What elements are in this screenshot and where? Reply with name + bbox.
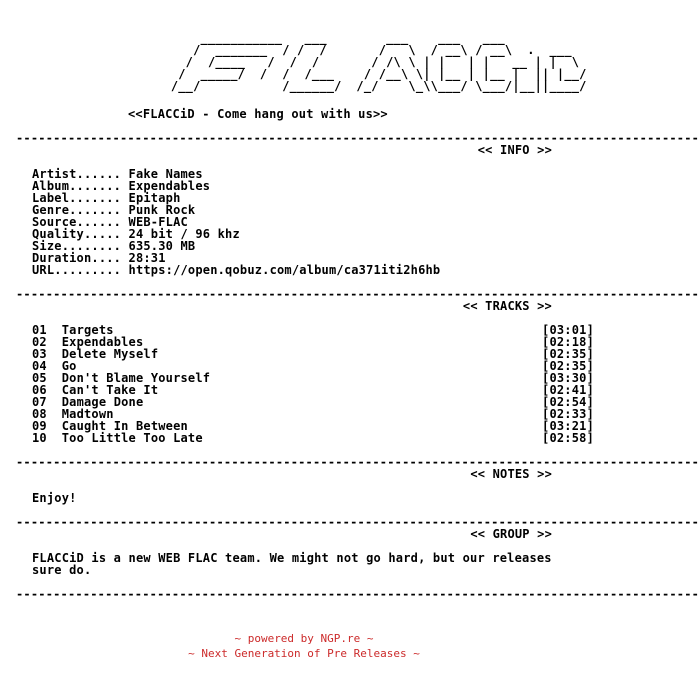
divider: --------------------------------------------------------------------------------------------	[16, 131, 699, 145]
track-row	[32, 432, 594, 444]
info-duration: Duration.... 28:31	[32, 251, 166, 265]
track-name: Madtown	[61, 407, 114, 421]
info-header: << INFO >>	[477, 143, 552, 157]
track-name: Damage Done	[61, 395, 144, 409]
info-section	[32, 168, 440, 276]
track-number: 09	[32, 419, 47, 433]
track-duration: [02:41]	[542, 383, 594, 397]
group-text: FLACCiD is a new WEB FLAC team. We might not go hard, but our releases sure do.	[32, 551, 552, 577]
info-url: URL......... https://open.qobuz.com/album/ca371iti2h6hb	[32, 263, 441, 277]
info-quality: Quality..... 24 bit / 96 khz	[32, 227, 240, 241]
track-title	[32, 432, 203, 444]
info-label: Label....... Epitaph	[32, 191, 181, 205]
info-genre: Genre....... Punk Rock	[32, 203, 196, 217]
track-number: 02	[32, 335, 47, 349]
track-name: Can't Take It	[61, 383, 159, 397]
track-number: 01	[32, 323, 47, 337]
divider: --------------------------------------------------------------------------------------------	[16, 515, 699, 529]
footer-tagline: ~ Next Generation of Pre Releases ~	[188, 647, 420, 660]
info-size: Size........ 635.30 MB	[32, 239, 196, 253]
track-name: Delete Myself	[61, 347, 159, 361]
track-name: Expendables	[61, 335, 144, 349]
track-name: Go	[61, 359, 77, 373]
track-name: Targets	[61, 323, 114, 337]
track-duration: [03:21]	[542, 419, 594, 433]
track-duration: [02:58]	[542, 431, 594, 445]
info-artist: Artist...... Fake Names	[32, 167, 203, 181]
flacid-ascii-logo: ___________ ___ ___ ___ ___ / _______ / / / / \ / __\ / __\ . ___ / /____ / / / / /\ \ | | | | __ | | \ / _____/ / / /___ / /__\ \| |__ | |__ | || |__/ /__/ /______/ /_/ \_\\___/ \___/|__||____/	[170, 31, 587, 93]
track-row	[32, 396, 594, 408]
track-number: 04	[32, 359, 47, 373]
track-number: 05	[32, 371, 47, 385]
tracks-header: << TRACKS >>	[462, 299, 552, 313]
track-number: 07	[32, 395, 47, 409]
tracklist	[32, 324, 594, 444]
notes-text: Enjoy!	[32, 491, 77, 505]
track-duration: [02:54]	[542, 395, 594, 409]
track-name: Don't Blame Yourself	[61, 371, 211, 385]
info-source: Source...... WEB-FLAC	[32, 215, 188, 229]
track-number: 08	[32, 407, 47, 421]
tagline: <<FLACCiD - Come hang out with us>>	[128, 107, 388, 121]
footer-powered-by: ~ powered by NGP.re ~	[234, 632, 374, 645]
divider: --------------------------------------------------------------------------------------------	[16, 587, 699, 601]
track-duration: [02:18]	[542, 335, 594, 349]
divider: --------------------------------------------------------------------------------------------	[16, 455, 699, 469]
group-header: << GROUP >>	[470, 527, 552, 541]
track-name: Caught In Between	[61, 419, 188, 433]
track-number: 06	[32, 383, 47, 397]
divider: --------------------------------------------------------------------------------------------	[16, 287, 699, 301]
track-row	[32, 348, 594, 360]
track-duration: [03:30]	[542, 371, 594, 385]
track-name: Too Little Too Late	[61, 431, 203, 445]
track-number: 03	[32, 347, 47, 361]
track-number: 10	[32, 431, 47, 445]
track-duration: [02:35]	[542, 359, 594, 373]
notes-header: << NOTES >>	[470, 467, 552, 481]
track-duration: [02:35]	[542, 347, 594, 361]
info-album: Album....... Expendables	[32, 179, 211, 193]
track-duration: [03:01]	[542, 323, 594, 337]
track-duration: [02:33]	[542, 407, 594, 421]
